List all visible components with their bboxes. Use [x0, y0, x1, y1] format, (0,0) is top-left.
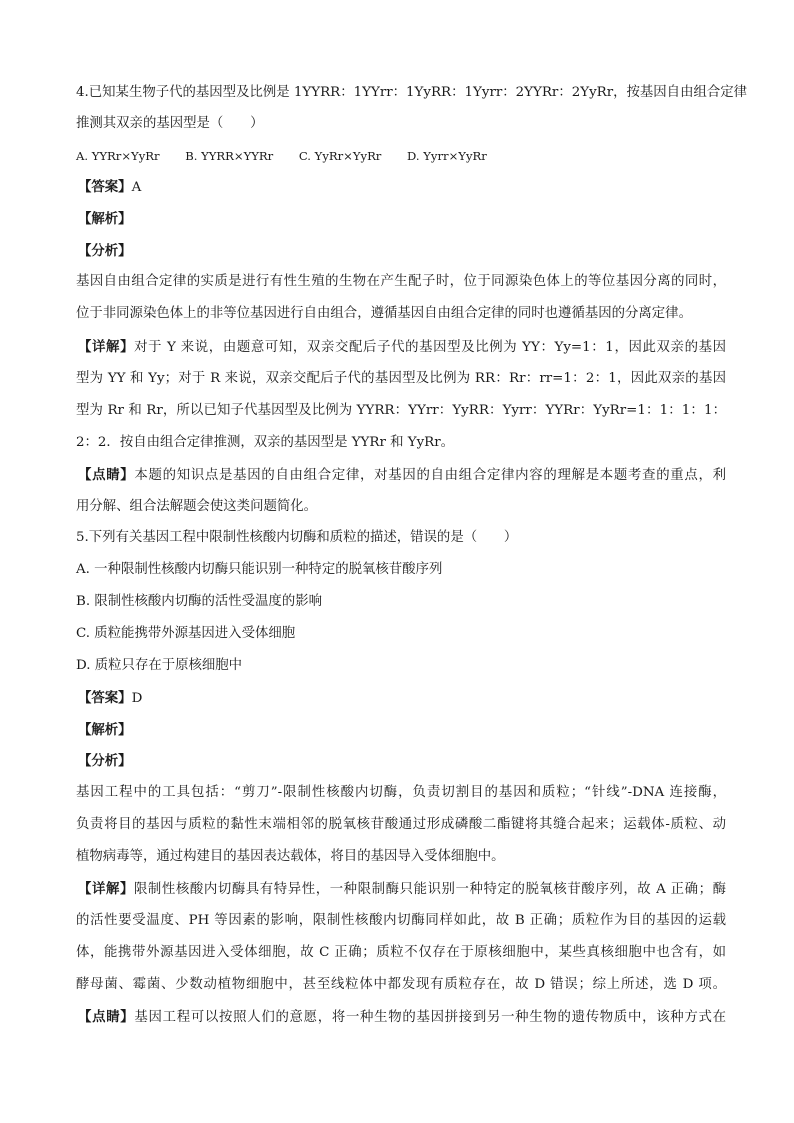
q4-stem-line-2: 推测其双亲的基因型是（ ） — [76, 116, 264, 131]
q5-detail-line-4: 酵母菌、霉菌、少数动植物细胞中，甚至线粒体中都发现有质粒存在，故 D 错误；综上所述，选 D 项。 — [76, 977, 726, 992]
q4-detail-line-2: 型为 YY 和 Yy；对于 R 来说，双亲交配后子代的基因型及比例为 RR：Rr：rr=1：2：1，因此双亲的基因 — [76, 371, 726, 386]
dianjing-tag: 【点睛】 — [78, 1009, 135, 1025]
q5-fenxi-line-1: 基因工程中的工具包括：“剪刀”-限制性核酸内切酶，负责切割目的基因和质粒；“针线”-DNA 连接酶， — [76, 785, 726, 800]
q4-option-c: C. YyRr×YyRr — [298, 149, 382, 163]
q5-option-b: B. 限制性核酸内切酶的活性受温度的影响 — [76, 594, 322, 609]
q4-answer — [76, 177, 726, 198]
q4-fenxi-heading — [76, 241, 726, 262]
q5-option-c: C. 质粒能携带外源基因进入受体细胞 — [76, 626, 296, 641]
answer-tag: 【答案】 — [78, 690, 132, 706]
q4-option-a: A. YYRr×YyRr — [76, 149, 160, 163]
answer-value: A — [131, 180, 142, 195]
q5-option-a: A. 一种限制性核酸内切酶只能识别一种特定的脱氧核苷酸序列 — [76, 562, 443, 577]
analysis-tag: 【解析】 — [78, 211, 132, 227]
q5-option-d: D. 质粒只存在于原核细胞中 — [76, 658, 243, 673]
q4-option-d: D. Yyrr×YyRr — [407, 149, 487, 163]
q4-option-b: B. YYRR×YYRr — [185, 149, 274, 163]
q4-fenxi-line-2: 位于非同源染色体上的非等位基因进行自由组合，遵循基因自由组合定律的同时也遵循基因的分离定律。 — [76, 306, 692, 321]
q5-detail-line-2: 的活性要受温度、PH 等因素的影响，限制性核酸内切酶同样如此，故 B 正确；质粒作为目的基因的运载 — [76, 913, 726, 928]
q5-stem: 5.下列有关基因工程中限制性核酸内切酶和质粒的描述，错误的是（ ） — [76, 530, 518, 545]
q4-stem-line-1: 4.已知某生物子代的基因型及比例是 1YYRR：1YYrr：1YyRR：1Yyrr：2YYRr：2YyRr，按基因自由组合定律 — [76, 85, 748, 100]
answer-value: D — [131, 691, 143, 706]
analysis-tag: 【解析】 — [78, 722, 132, 738]
detail-tag: 【详解】 — [78, 339, 135, 355]
q4-dianjing-text-1: 本题的知识点是基因的自由组合定律，对基因的自由组合定律内容的理解是本题考查的重点，利 — [134, 468, 727, 483]
q5-fenxi-line-3: 植物病毒等，通过构建目的基因表达载体，将目的基因导入受体细胞中。 — [76, 849, 505, 864]
q4-dianjing-line-1 — [76, 465, 726, 486]
q4-dianjing-line-2: 用分解、组合法解题会使这类问题简化。 — [76, 499, 318, 514]
q4-fenxi-line-1: 基因自由组合定律的实质是进行有性生殖的生物在产生配子时，位于同源染色体上的等位基因分离的同时， — [76, 274, 726, 289]
q5-detail-line-1 — [76, 879, 726, 900]
q4-options — [76, 146, 726, 166]
fenxi-tag: 【分析】 — [78, 753, 132, 769]
detail-tag: 【详解】 — [78, 881, 134, 897]
q4-detail-text-1: 对于 Y 来说，由题意可知，双亲交配后子代的基因型及比例为 YY：Yy=1：1，因此双亲的基因 — [134, 340, 727, 355]
q4-detail-line-4: 2：2．按自由组合定律推测，双亲的基因型是 YYRr 和 YyRr。 — [76, 435, 455, 450]
q4-detail-line-3: 型为 Rr 和 Rr，所以已知子代基因型及比例为 YYRR：YYrr：YyRR：Yyrr：YYRr：YyRr=1：1：1：1： — [76, 403, 726, 418]
q5-detail-text-1: 限制性核酸内切酶具有特异性，一种限制酶只能识别一种特定的脱氧核苷酸序列，故 A 正确；酶 — [133, 882, 726, 897]
q4-detail-line-1 — [76, 337, 726, 358]
q5-analysis-heading — [76, 720, 726, 741]
q5-detail-line-3: 体，能携带外源基因进入受体细胞，故 C 正确；质粒不仅存在于原核细胞中，某些真核细胞中也含有，如 — [76, 945, 726, 960]
q4-analysis-heading — [76, 209, 726, 230]
dianjing-tag: 【点睛】 — [78, 467, 135, 483]
q5-dianjing-line-1 — [76, 1007, 726, 1028]
q5-answer — [76, 688, 726, 709]
q5-fenxi-heading — [76, 751, 726, 772]
q5-fenxi-line-2: 负责将目的基因与质粒的黏性末端相邻的脱氧核苷酸通过形成磷酸二酯键将其缝合起来；运载体-质粒、动 — [76, 817, 726, 832]
fenxi-tag: 【分析】 — [78, 243, 132, 259]
q5-dianjing-text-1: 基因工程可以按照人们的意愿，将一种生物的基因拼接到另一种生物的遗传物质中，该种方式在 — [134, 1010, 727, 1025]
answer-tag: 【答案】 — [78, 179, 132, 195]
